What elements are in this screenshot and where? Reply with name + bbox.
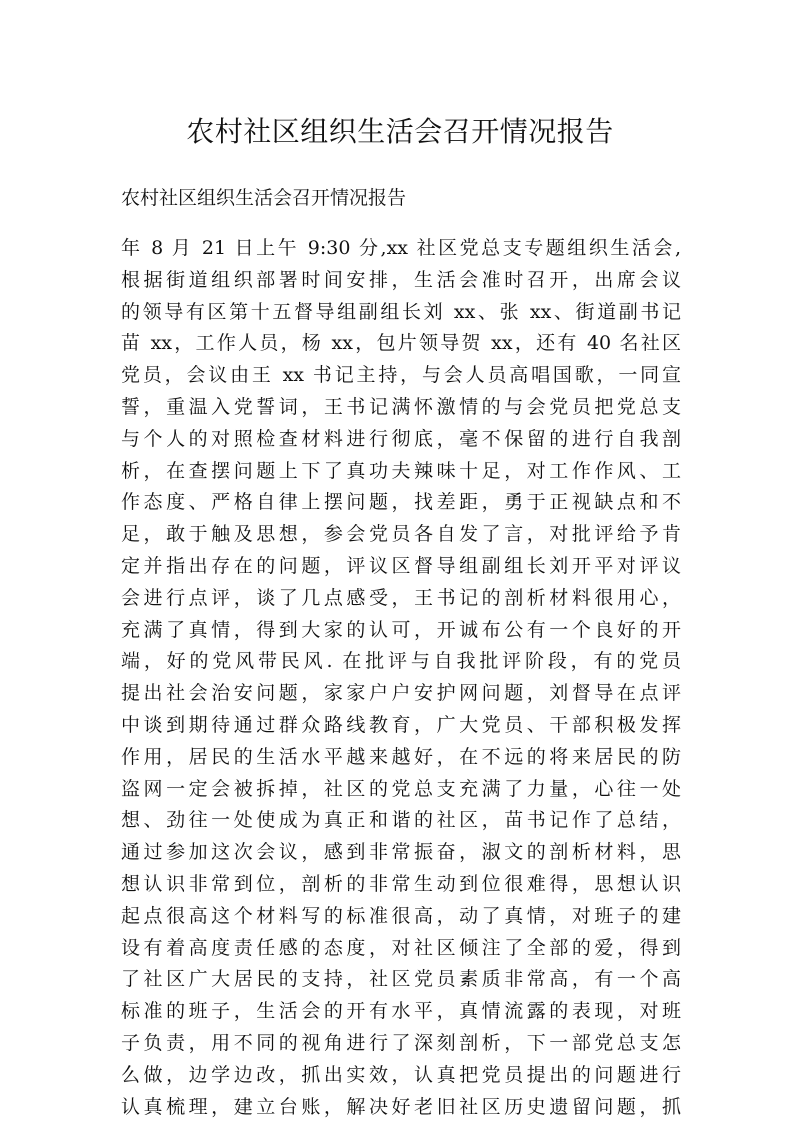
body-line: 党员，会议由王 xx 书记主持，与会人员高唱国歌，一同宣 [121,364,681,387]
body-line: 想认识非常到位，剖析的非常生动到位很难得，思想认识 [121,872,681,895]
body-line: 年 8 月 21 日上午 9:30 分,xx 社区党总支专题组织生活会, [121,237,681,259]
body-line: 与个人的对照检查材料进行彻底，毫不保留的进行自我剖 [121,427,681,450]
body-line: 标准的班子，生活会的开有水平，真情流露的表现，对班 [121,1000,681,1023]
body-line: 想、劲往一处使成为真正和谐的社区，苗书记作了总结， [121,809,681,832]
body-line: 子负责，用不同的视角进行了深刻剖析，下一部党总支怎 [121,1031,681,1054]
body-line: 会进行点评，谈了几点感受，王书记的剖析材料很用心， [121,586,681,609]
body-line: 作态度、严格自律上摆问题，找差距，勇于正视缺点和不 [121,491,681,514]
body-line: 么做，边学边改，抓出实效，认真把党员提出的问题进行 [121,1063,681,1086]
body-line: 苗 xx，工作人员，杨 xx，包片领导贺 xx，还有 40 名社区 [121,332,681,355]
body-line: 通过参加这次会议，感到非常振奋，淑文的剖析材料，思 [121,841,681,864]
body-line: 认真梳理，建立台账，解决好老旧社区历史遗留问题，抓 [121,1095,681,1118]
body-line: 誓，重温入党誓词，王书记满怀激情的与会党员把党总支 [121,395,681,418]
body-line: 中谈到期待通过群众路线教育，广大党员、干部积极发挥 [121,713,681,736]
body-line: 端，好的党风带民风. 在批评与自我批评阶段，有的党员 [121,650,681,673]
body-line: 定并指出存在的问题，评议区督导组副组长刘开平对评议 [121,554,681,577]
body-line: 根据街道组织部署时间安排，生活会准时召开，出席会议 [121,268,681,291]
body-line: 起点很高这个材料写的标准很高，动了真情，对班子的建 [121,904,681,927]
body-line: 设有着高度责任感的态度，对社区倾注了全部的爱，得到 [121,936,681,959]
body-line: 提出社会治安问题，家家户户安护网问题，刘督导在点评 [121,682,681,705]
body-line: 充满了真情，得到大家的认可，开诚布公有一个良好的开 [121,618,681,641]
document-body [121,233,681,1123]
document-title: 农村社区组织生活会召开情况报告 [186,115,614,148]
document-subtitle: 农村社区组织生活会召开情况报告 [121,187,407,209]
body-line: 了社区广大居民的支持，社区党员素质非常高，有一个高 [121,968,681,991]
body-line: 析，在查摆问题上下了真功夫辣味十足，对工作作风、工 [121,459,681,482]
body-line: 作用，居民的生活水平越来越好，在不远的将来居民的防 [121,745,681,768]
body-line: 的领导有区第十五督导组副组长刘 xx、张 xx、街道副书记 [121,300,681,323]
body-line: 盗网一定会被拆掉，社区的党总支充满了力量，心往一处 [121,777,681,800]
body-line: 足，敢于触及思想，参会党员各自发了言，对批评给予肯 [121,523,681,546]
